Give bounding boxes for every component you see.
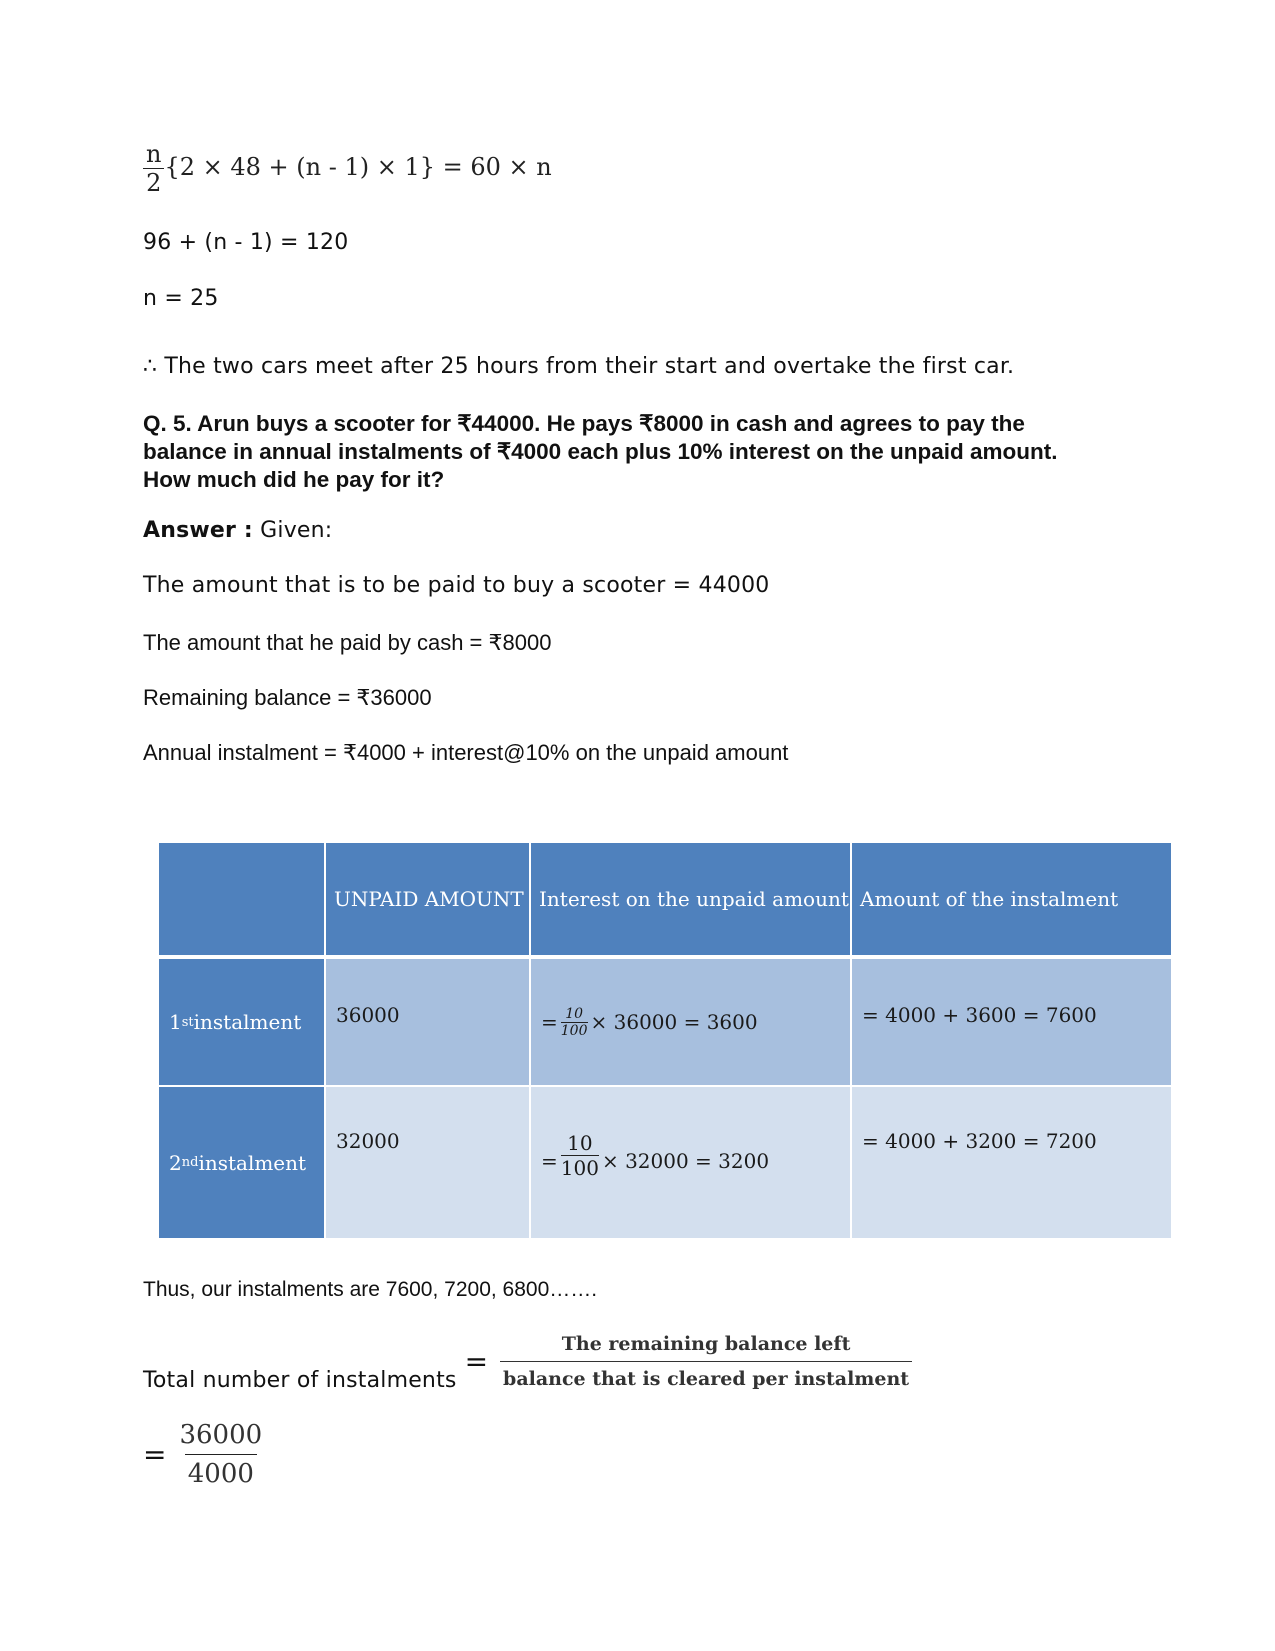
- row-label-text: instalment: [193, 1010, 302, 1034]
- fraction-denominator: balance that is cleared per instalment: [500, 1361, 912, 1390]
- thus-line: Thus, our instalments are 7600, 7200, 6800…….: [143, 1278, 598, 1301]
- header-instalment-amount: Amount of the instalment: [852, 843, 1171, 955]
- row-label-2nd: [159, 1087, 324, 1238]
- total-fraction: [500, 1333, 912, 1390]
- given-line-1: The amount that is to be paid to buy a scooter = 44000: [143, 573, 770, 598]
- row-ord: 1: [169, 1010, 182, 1034]
- header-cell-empty: [159, 843, 324, 955]
- row-sup: nd: [181, 1155, 199, 1170]
- interest-rest: × 32000 = 3200: [601, 1149, 770, 1173]
- row-sup: st: [181, 1014, 194, 1030]
- interest-eq: =: [541, 1149, 558, 1173]
- given-line-2: The amount that he paid by cash = ₹8000: [143, 630, 552, 655]
- answer-given: Given:: [260, 518, 333, 543]
- fraction-numerator: 36000: [179, 1420, 263, 1450]
- fraction-numerator: The remaining balance left: [561, 1333, 851, 1355]
- fraction-denominator: 100: [560, 1022, 588, 1039]
- final-fraction: [176, 1420, 265, 1489]
- fraction-denominator: 2: [143, 168, 164, 197]
- fraction-numerator: 10: [567, 1131, 593, 1155]
- equation-sum: [143, 140, 552, 197]
- fraction-numerator: 10: [565, 1005, 584, 1022]
- interest-eq: =: [541, 1010, 558, 1034]
- instalment-table: [159, 843, 1171, 1238]
- conclusion: ∴ The two cars meet after 25 hours from their start and overtake the first car.: [143, 354, 1015, 379]
- fraction-numerator: n: [146, 140, 162, 168]
- amount-cell: = 4000 + 3200 = 7200: [852, 1087, 1171, 1238]
- fraction-n-over-2: [143, 140, 164, 197]
- amount-cell: = 4000 + 3600 = 7600: [852, 959, 1171, 1085]
- row-ord: 2: [169, 1150, 182, 1175]
- row-label-text: instalment: [198, 1150, 307, 1175]
- total-label: Total number of instalments: [143, 1368, 457, 1393]
- interest-rest: × 36000 = 3600: [590, 1010, 758, 1034]
- line-n: n = 25: [143, 286, 219, 311]
- header-interest: Interest on the unpaid amount: [531, 843, 850, 955]
- interest-cell: [531, 1087, 850, 1238]
- final-eq: =: [143, 1438, 167, 1471]
- line-96: 96 + (n - 1) = 120: [143, 230, 349, 255]
- row-label-1st: [159, 959, 324, 1085]
- given-line-3: Remaining balance = ₹36000: [143, 685, 432, 710]
- interest-fraction: [561, 1131, 599, 1180]
- given-line-4: Annual instalment = ₹4000 + interest@10% on the unpaid amount: [143, 740, 789, 765]
- header-unpaid-amount: UNPAID AMOUNT: [326, 843, 529, 955]
- total-formula: [143, 1330, 912, 1393]
- unpaid-cell: 36000: [326, 959, 529, 1085]
- final-fraction-line: [143, 1420, 265, 1489]
- answer-line: [143, 518, 332, 543]
- fraction-denominator: 4000: [185, 1454, 257, 1489]
- total-eq: =: [464, 1345, 489, 1378]
- question-5: Q. 5. Arun buys a scooter for ₹44000. He pays ₹8000 in cash and agrees to pay the balance in annual instalments of ₹4000 each plus 10% interest on the unpaid amount. How much did he pay for it?: [143, 411, 1058, 492]
- fraction-denominator: 100: [560, 1156, 599, 1180]
- equation-body: {2 × 48 + (n - 1) × 1} = 60 × n: [164, 153, 552, 181]
- unpaid-cell: 32000: [326, 1087, 529, 1238]
- interest-cell: [531, 959, 850, 1085]
- answer-label: Answer :: [143, 518, 253, 543]
- interest-fraction: [561, 1006, 588, 1039]
